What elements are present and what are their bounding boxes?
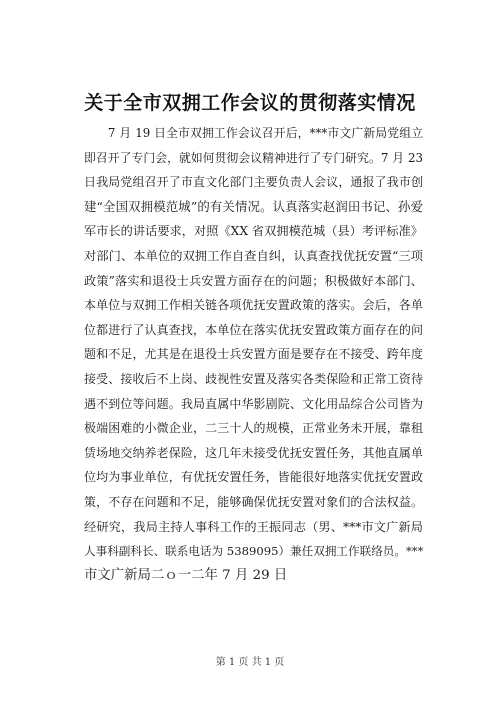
body-line: 遇不到位等问题。我局直属中华影剧院、文化用品综合公司皆为 [84, 396, 423, 411]
body-line-signature: 市文广新局二ｏ一二年 7 月 29 日 [84, 567, 288, 583]
body-line: 赁场地交纳养老保险，这几年未接受优抚安置任务，其他直属单 [84, 445, 423, 460]
body-line: 经研究，我局主持人事科工作的王振同志（男、***市文广新局 [84, 519, 423, 534]
body-line: 日我局党组召开了市直文化部门主要负责人会议，通报了我市创 [84, 175, 423, 190]
body-line: 本单位与双拥工作相关链各项优抚安置政策的落实。会后，各单 [84, 298, 423, 313]
document-title: 关于全市双拥工作会议的贯彻落实情况 [84, 92, 416, 114]
body-line: 人事科副科长、联系电话为 5389095）兼任双拥工作联络员。*** [84, 544, 424, 559]
body-line: 即召开了专门会，就如何贯彻会议精神进行了专门研究。7 月 23 [84, 150, 423, 165]
body-line: 军市长的讲话要求，对照《XX 省双拥模范城（县）考评标准》 [84, 224, 423, 239]
body-line: 策，不存在问题和不足，能够确保优抚安置对象们的合法权益。 [84, 494, 423, 509]
body-line: 题和不足，尤其是在退役士兵安置方面是要存在不接受、跨年度 [84, 347, 423, 362]
page-number: 第 1 页 共 1 页 [215, 657, 285, 668]
body-line: 接受、接收后不上岗、歧视性安置及落实各类保险和正常工资待 [84, 371, 423, 386]
body-line: 建“全国双拥模范城”的有关情况。认真落实赵润田书记、孙爱 [84, 198, 423, 214]
document-body [84, 121, 423, 588]
body-line: 7 月 19 日全市双拥工作会议召开后，***市文广新局党组立 [84, 126, 423, 140]
body-line: 对部门、本单位的双拥工作自查自纠，认真查找优抚安置“三项 [84, 248, 423, 263]
body-line: 位都进行了认真查找，本单位在落实优抚安置政策方面存在的问 [84, 322, 423, 337]
body-line: 极端困难的小微企业，二三十人的规模，正常业务未开展，靠租 [84, 421, 423, 436]
body-line: 位均为事业单位，有优抚安置任务，皆能很好地落实优抚安置政 [84, 470, 423, 485]
body-line: 政策”落实和退役士兵安置方面存在的问题；积极做好本部门、 [84, 273, 423, 288]
